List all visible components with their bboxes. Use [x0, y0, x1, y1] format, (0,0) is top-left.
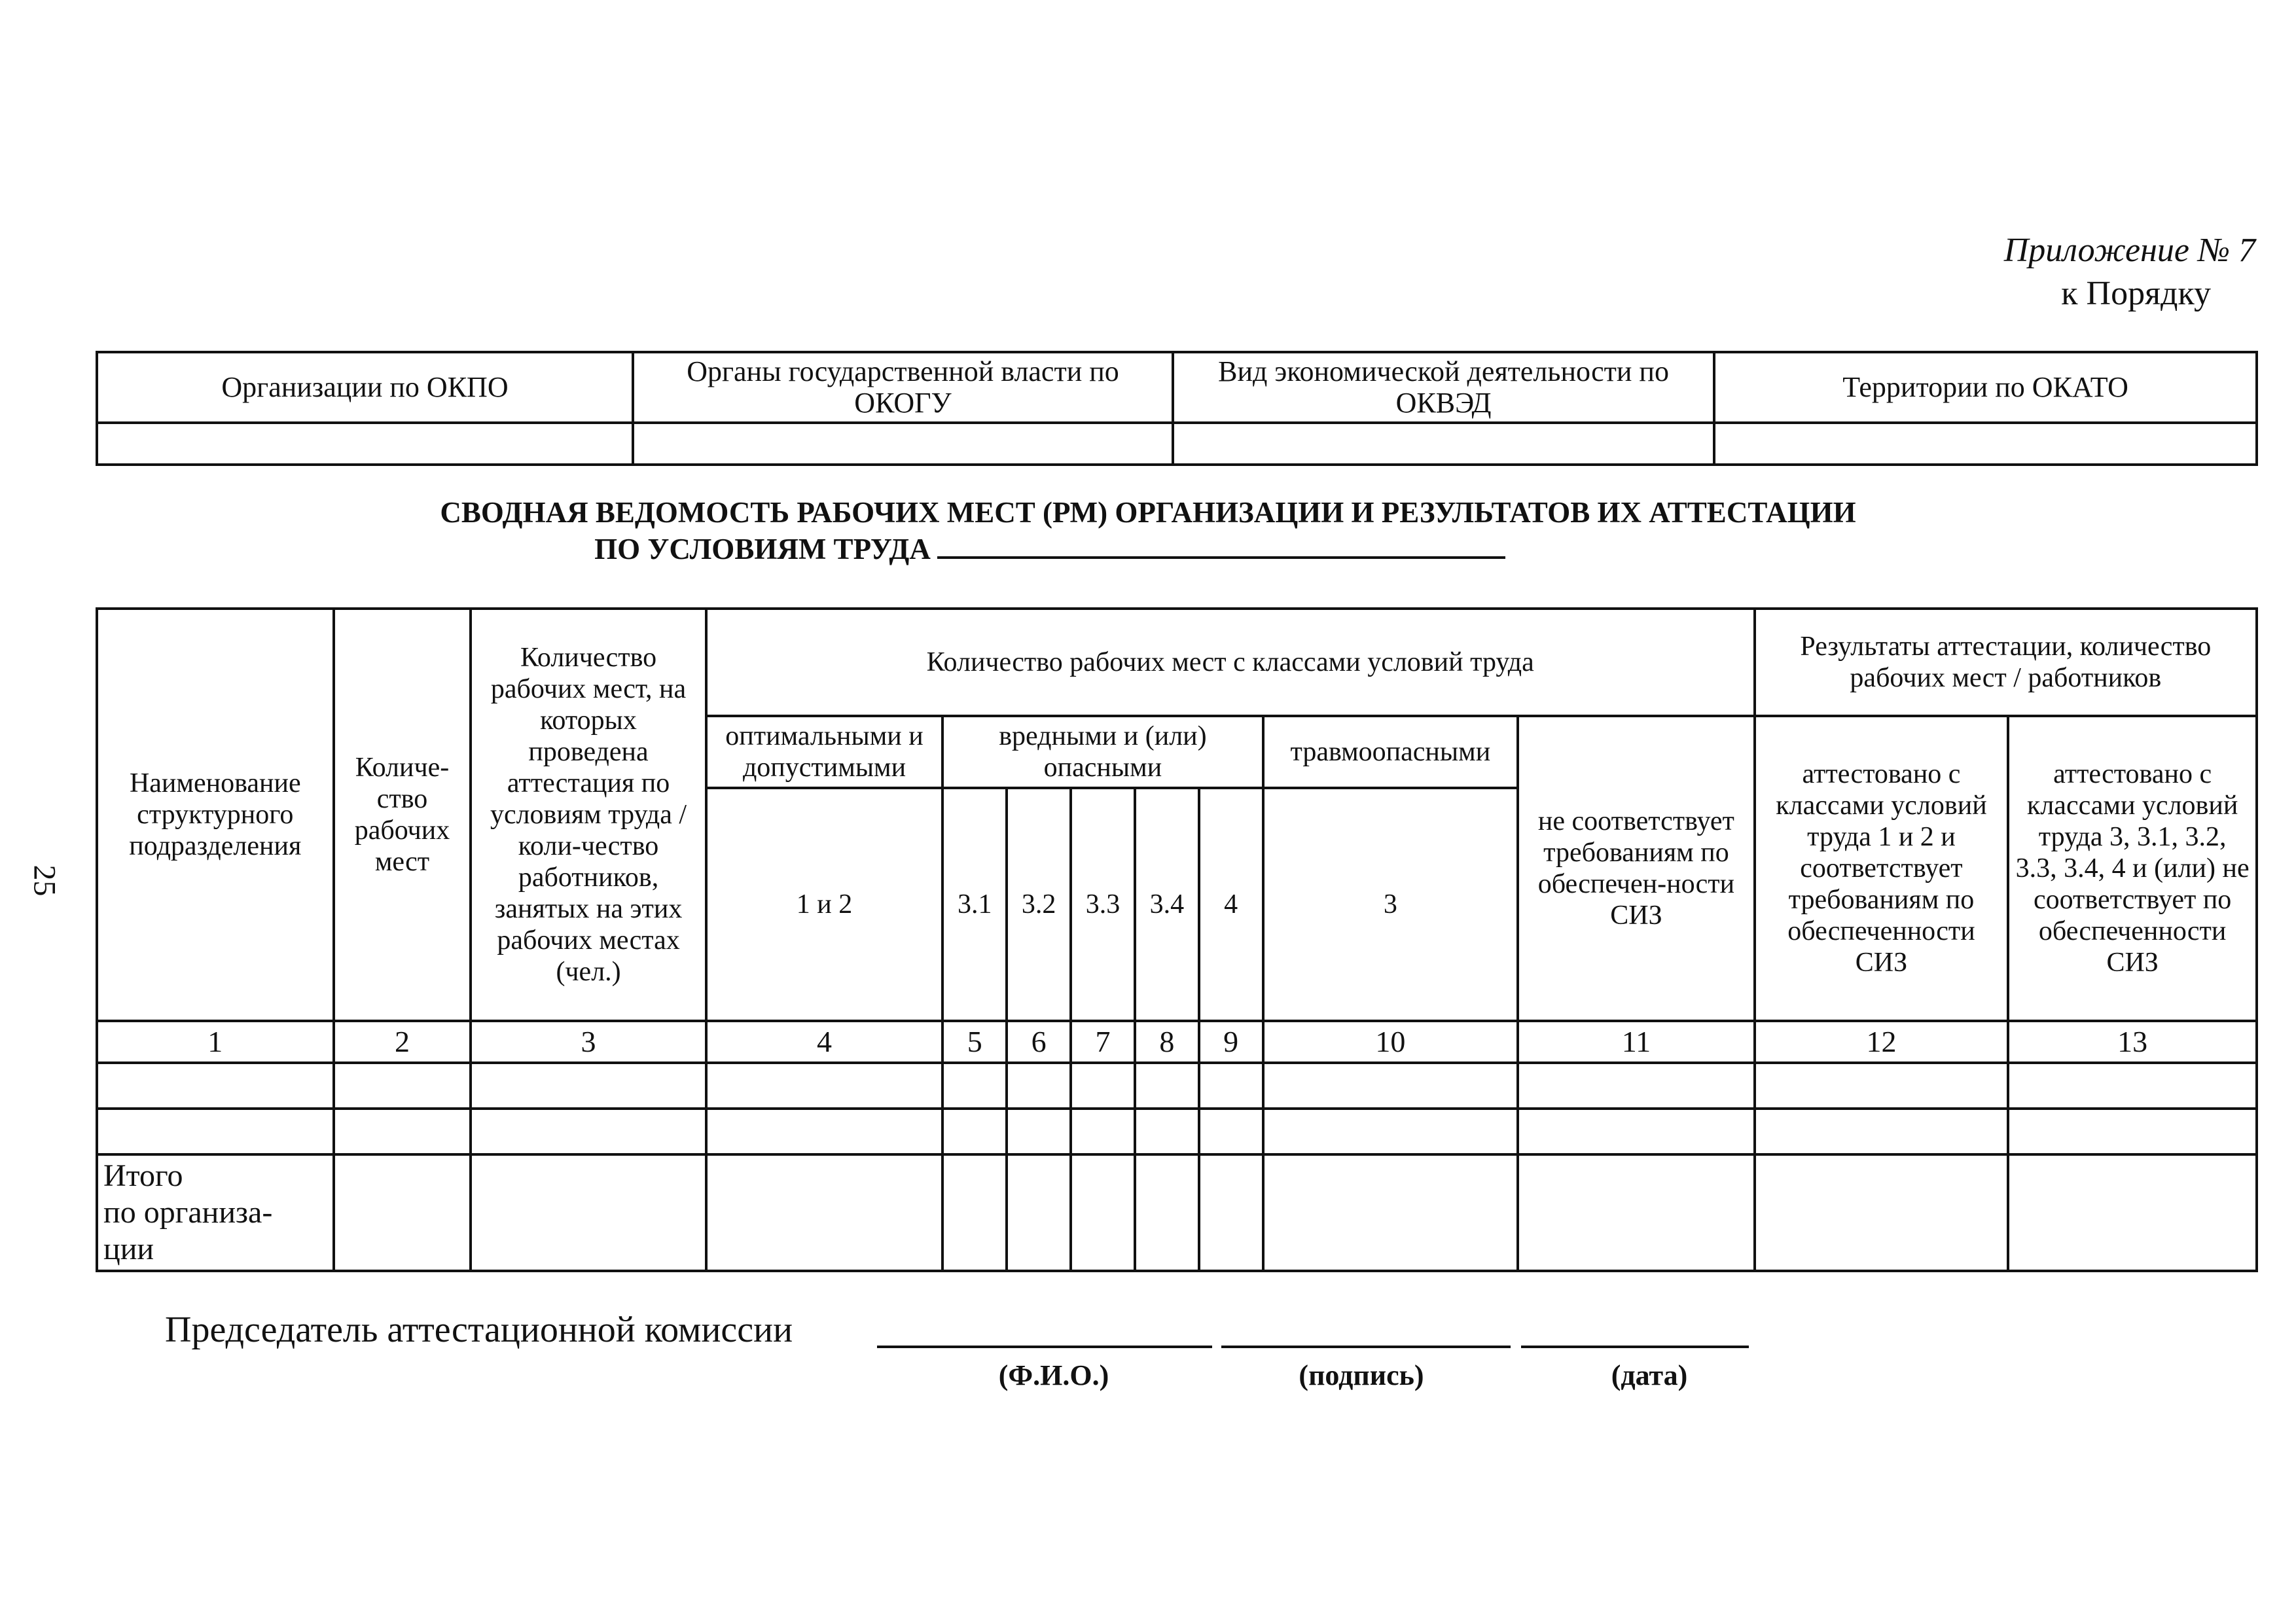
table-row	[97, 1063, 2257, 1109]
header-name: Наименование структурного подразделения	[97, 609, 334, 1021]
okved-value[interactable]	[1173, 423, 1714, 465]
header-result-12: аттестовано с классами условий труда 1 и 2 и соответствует требованиям по обеспеченности СИЗ	[1755, 716, 2009, 1021]
col-number: 2	[334, 1021, 471, 1063]
signature-label: (подпись)	[1299, 1359, 1424, 1391]
appendix-label: Приложение № 7	[2003, 232, 2255, 269]
table-cell[interactable]	[1755, 1154, 2009, 1271]
col-number: 11	[1518, 1021, 1755, 1063]
table-cell[interactable]	[1518, 1154, 1755, 1271]
table-cell[interactable]	[1199, 1063, 1263, 1109]
table-cell[interactable]	[1263, 1063, 1518, 1109]
okpo-header: Организации по ОКПО	[97, 352, 633, 423]
table-cell[interactable]	[1755, 1063, 2009, 1109]
title-line-1: СВОДНАЯ ВЕДОМОСТЬ РАБОЧИХ МЕСТ (РМ) ОРГАНИЗАЦИИ И РЕЗУЛЬТАТОВ ИХ АТТЕСТАЦИИ	[440, 496, 1856, 529]
header-siz: не соответствует требованиям по обеспечен-ности СИЗ	[1518, 716, 1755, 1021]
table-cell[interactable]	[2008, 1154, 2257, 1271]
col-number: 8	[1135, 1021, 1199, 1063]
col-number: 12	[1755, 1021, 2009, 1063]
table-cell[interactable]	[334, 1109, 471, 1154]
table-cell[interactable]	[471, 1154, 706, 1271]
total-label-line: Итого	[103, 1158, 183, 1193]
table-cell[interactable]	[1263, 1154, 1518, 1271]
summary-table	[96, 607, 2258, 1272]
document-title	[0, 496, 2296, 565]
header-result-13: аттестовано с классами условий труда 3, 3.1, 3.2, 3.3, 3.4, 4 и (или) не соответствует по обеспеченности СИЗ	[2008, 716, 2257, 1021]
chair-label: Председатель аттестационной комиссии	[165, 1310, 793, 1350]
table-cell[interactable]	[1518, 1109, 1755, 1154]
col-number: 3	[471, 1021, 706, 1063]
okogu-value[interactable]	[633, 423, 1173, 465]
header-harmful: вредными и (или) опасными	[942, 716, 1263, 788]
col-number: 6	[1007, 1021, 1071, 1063]
page-number: 25	[27, 865, 62, 897]
header-attested: Количество рабочих мест, на которых проведена аттестация по условиям труда / коли-чество работников, занятых на этих рабочих местах (чел.)	[471, 609, 706, 1021]
subheader-4: 4	[1199, 788, 1263, 1021]
subheader-3-2: 3.2	[1007, 788, 1071, 1021]
col-number: 10	[1263, 1021, 1518, 1063]
table-cell[interactable]	[1007, 1063, 1071, 1109]
subheader-3-4: 3.4	[1135, 788, 1199, 1021]
date-label: (дата)	[1611, 1359, 1688, 1391]
fio-label: (Ф.И.О.)	[998, 1359, 1109, 1391]
table-row	[97, 1109, 2257, 1154]
total-label-line: ции	[103, 1232, 154, 1266]
col-number: 4	[706, 1021, 943, 1063]
table-cell[interactable]	[1518, 1063, 1755, 1109]
title-blank-field[interactable]	[937, 529, 1505, 559]
total-label-line: по организа-	[103, 1195, 273, 1230]
table-cell[interactable]	[942, 1063, 1007, 1109]
appendix-note	[2004, 229, 2255, 315]
table-cell[interactable]	[97, 1109, 334, 1154]
table-cell[interactable]	[1135, 1063, 1199, 1109]
table-cell[interactable]	[1071, 1154, 1135, 1271]
subheader-optimal: 1 и 2	[706, 788, 943, 1021]
table-cell[interactable]	[1007, 1109, 1071, 1154]
classifier-codes-table	[96, 351, 2258, 466]
subheader-traumatic: 3	[1263, 788, 1518, 1021]
table-cell[interactable]	[471, 1063, 706, 1109]
column-numbers-row	[97, 1021, 2257, 1063]
okpo-value[interactable]	[97, 423, 633, 465]
header-count: Количе-ство рабочих мест	[334, 609, 471, 1021]
table-cell[interactable]	[1755, 1109, 2009, 1154]
okato-header: Территории по ОКАТО	[1714, 352, 2257, 423]
table-cell[interactable]	[2008, 1063, 2257, 1109]
table-cell[interactable]	[1199, 1154, 1263, 1271]
table-cell[interactable]	[1071, 1109, 1135, 1154]
table-cell[interactable]	[1135, 1154, 1199, 1271]
signature-line[interactable]	[1221, 1346, 1511, 1348]
header-traumatic: травмоопасными	[1263, 716, 1518, 788]
subheader-3-3: 3.3	[1071, 788, 1135, 1021]
col-number: 9	[1199, 1021, 1263, 1063]
header-results: Результаты аттестации, количество рабочих мест / работников	[1755, 609, 2257, 716]
subheader-3-1: 3.1	[942, 788, 1007, 1021]
header-classes: Количество рабочих мест с классами условий труда	[706, 609, 1755, 716]
appendix-to: к Порядку	[2061, 275, 2211, 312]
table-cell[interactable]	[334, 1154, 471, 1271]
header-optimal: оптимальными и допустимыми	[706, 716, 943, 788]
table-cell[interactable]	[334, 1063, 471, 1109]
table-cell[interactable]	[942, 1154, 1007, 1271]
table-cell[interactable]	[1263, 1109, 1518, 1154]
total-row	[97, 1154, 2257, 1271]
table-cell[interactable]	[97, 1063, 334, 1109]
col-number: 13	[2008, 1021, 2257, 1063]
fio-line[interactable]	[877, 1346, 1212, 1348]
date-line[interactable]	[1521, 1346, 1749, 1348]
okogu-header: Органы государственной власти по ОКОГУ	[633, 352, 1173, 423]
table-cell[interactable]	[1071, 1063, 1135, 1109]
table-cell[interactable]	[1199, 1109, 1263, 1154]
table-cell[interactable]	[471, 1109, 706, 1154]
table-cell[interactable]	[706, 1109, 943, 1154]
table-cell[interactable]	[706, 1154, 943, 1271]
col-number: 7	[1071, 1021, 1135, 1063]
table-cell[interactable]	[1007, 1154, 1071, 1271]
table-cell[interactable]	[1135, 1109, 1199, 1154]
table-cell[interactable]	[706, 1063, 943, 1109]
table-cell[interactable]	[942, 1109, 1007, 1154]
title-line-2: ПО УСЛОВИЯМ ТРУДА	[594, 533, 931, 565]
total-label	[97, 1154, 334, 1271]
col-number: 5	[942, 1021, 1007, 1063]
okved-header: Вид экономической деятельности по ОКВЭД	[1173, 352, 1714, 423]
okato-value[interactable]	[1714, 423, 2257, 465]
table-cell[interactable]	[2008, 1109, 2257, 1154]
col-number: 1	[97, 1021, 334, 1063]
